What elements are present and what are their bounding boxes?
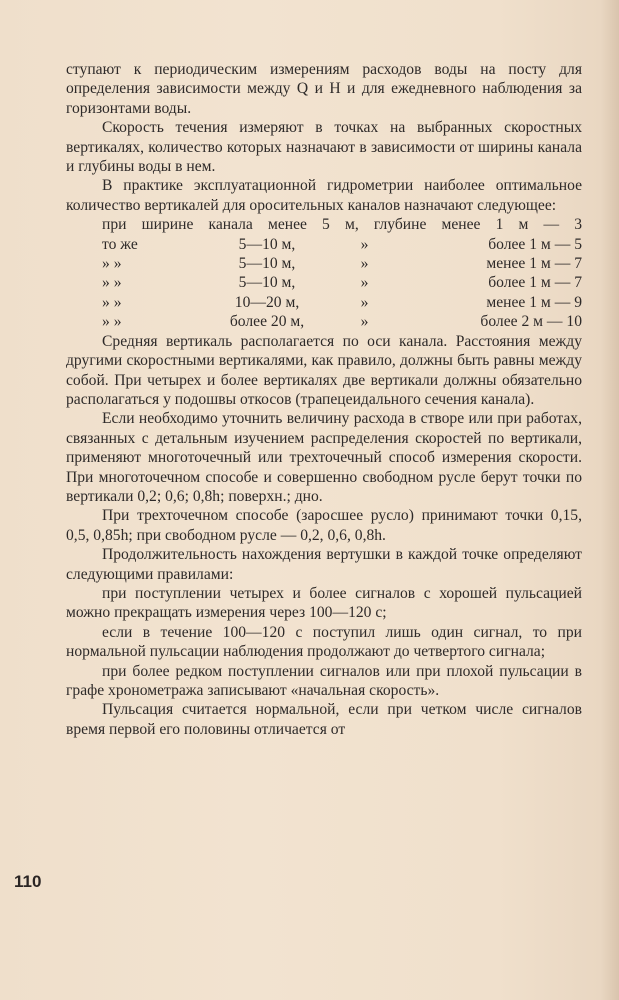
table-cell: » [360, 274, 369, 292]
table-cell: » [360, 235, 369, 253]
table-cell: » » [102, 293, 122, 311]
table-cell: менее 1 м — 7 [486, 255, 582, 273]
table-row [102, 293, 582, 312]
page-number: 110 [14, 872, 42, 891]
table-cell: 5—10 м, [238, 255, 296, 273]
paragraph: ступают к периодическим измерениям расходов воды на посту для определения зависимости между Q и H и для ежедневного наблюдения за горизонтами воды. [66, 61, 582, 117]
table-cell: » [360, 255, 369, 273]
paragraph: Если необходимо уточнить величину расхода в створе или при работах, связанных с детальным изучением распределения скоростей по вертикали, применяют многоточечный или трехточечный способ измерения скорости. При многоточечном способе и совершенно свободном русле берут точки по вертикали 0,2; 0,6; 0,8h; поверхн.; дно. [66, 410, 582, 505]
paragraph: Продолжительность нахождения вертушки в каждой точке определяют следующими правилами: [66, 546, 582, 583]
table-row [102, 235, 582, 254]
table-cell: » [360, 293, 369, 311]
table-row [102, 254, 582, 273]
paragraph: В практике эксплуатационной гидрометрии наиболее оптимальное количество вертикалей для оросительных каналов назначают следующее: [66, 177, 582, 214]
table-cell: менее 1 м — 9 [486, 293, 582, 311]
table-cell: более 1 м — 5 [488, 235, 582, 253]
paragraph: Скорость течения измеряют в точках на выбранных скоростных вертикалях, количество которых назначают в зависимости от ширины канала и глубины воды в нем. [66, 119, 582, 176]
table-row [102, 312, 582, 331]
table-row [102, 273, 582, 292]
paragraph: Средняя вертикаль располагается по оси канала. Расстояния между другими скоростными вертикалями, как правило, должны быть равны между собой. При четырех и более вертикалях две вертикали должны обязательно располагаться у подошвы откосов (трапецеидального сечения канала). [66, 332, 582, 408]
table-cell: 5—10 м, [238, 235, 296, 253]
page-text [66, 60, 582, 739]
table-cell: более 20 м, [229, 313, 305, 331]
table-cell: более 2 м — 10 [480, 313, 582, 331]
table-cell: более 1 м — 7 [488, 274, 582, 292]
paragraph: при более редком поступлении сигналов или при плохой пульсации в графе хронометража записывают «начальная скорость». [66, 662, 582, 699]
table-cell: » [360, 313, 369, 331]
table-row-first: при ширине канала менее 5 м, глубине менее 1 м — 3 [102, 216, 582, 234]
table-cell: » » [102, 313, 122, 331]
paragraph: Пульсация считается нормальной, если при четком числе сигналов время первой его половины отличается от [66, 701, 582, 738]
paragraph: при поступлении четырех и более сигналов с хорошей пульсацией можно прекращать измерения через 100—120 с; [66, 584, 582, 622]
paragraph: При трехточечном способе (заросшее русло) принимают точки 0,15, 0,5, 0,85h; при свободном русле — 0,2, 0,6, 0,8h. [66, 507, 582, 544]
verticals-table [102, 235, 582, 332]
table-cell: » » [102, 274, 122, 292]
table-cell: то же [102, 235, 138, 253]
table-cell: » » [102, 255, 122, 273]
paragraph: если в течение 100—120 с поступил лишь один сигнал, то при нормальной пульсации наблюдения продолжают до четвертого сигнала; [66, 623, 582, 661]
table-cell: 5—10 м, [238, 274, 296, 292]
table-cell: 10—20 м, [234, 293, 300, 311]
